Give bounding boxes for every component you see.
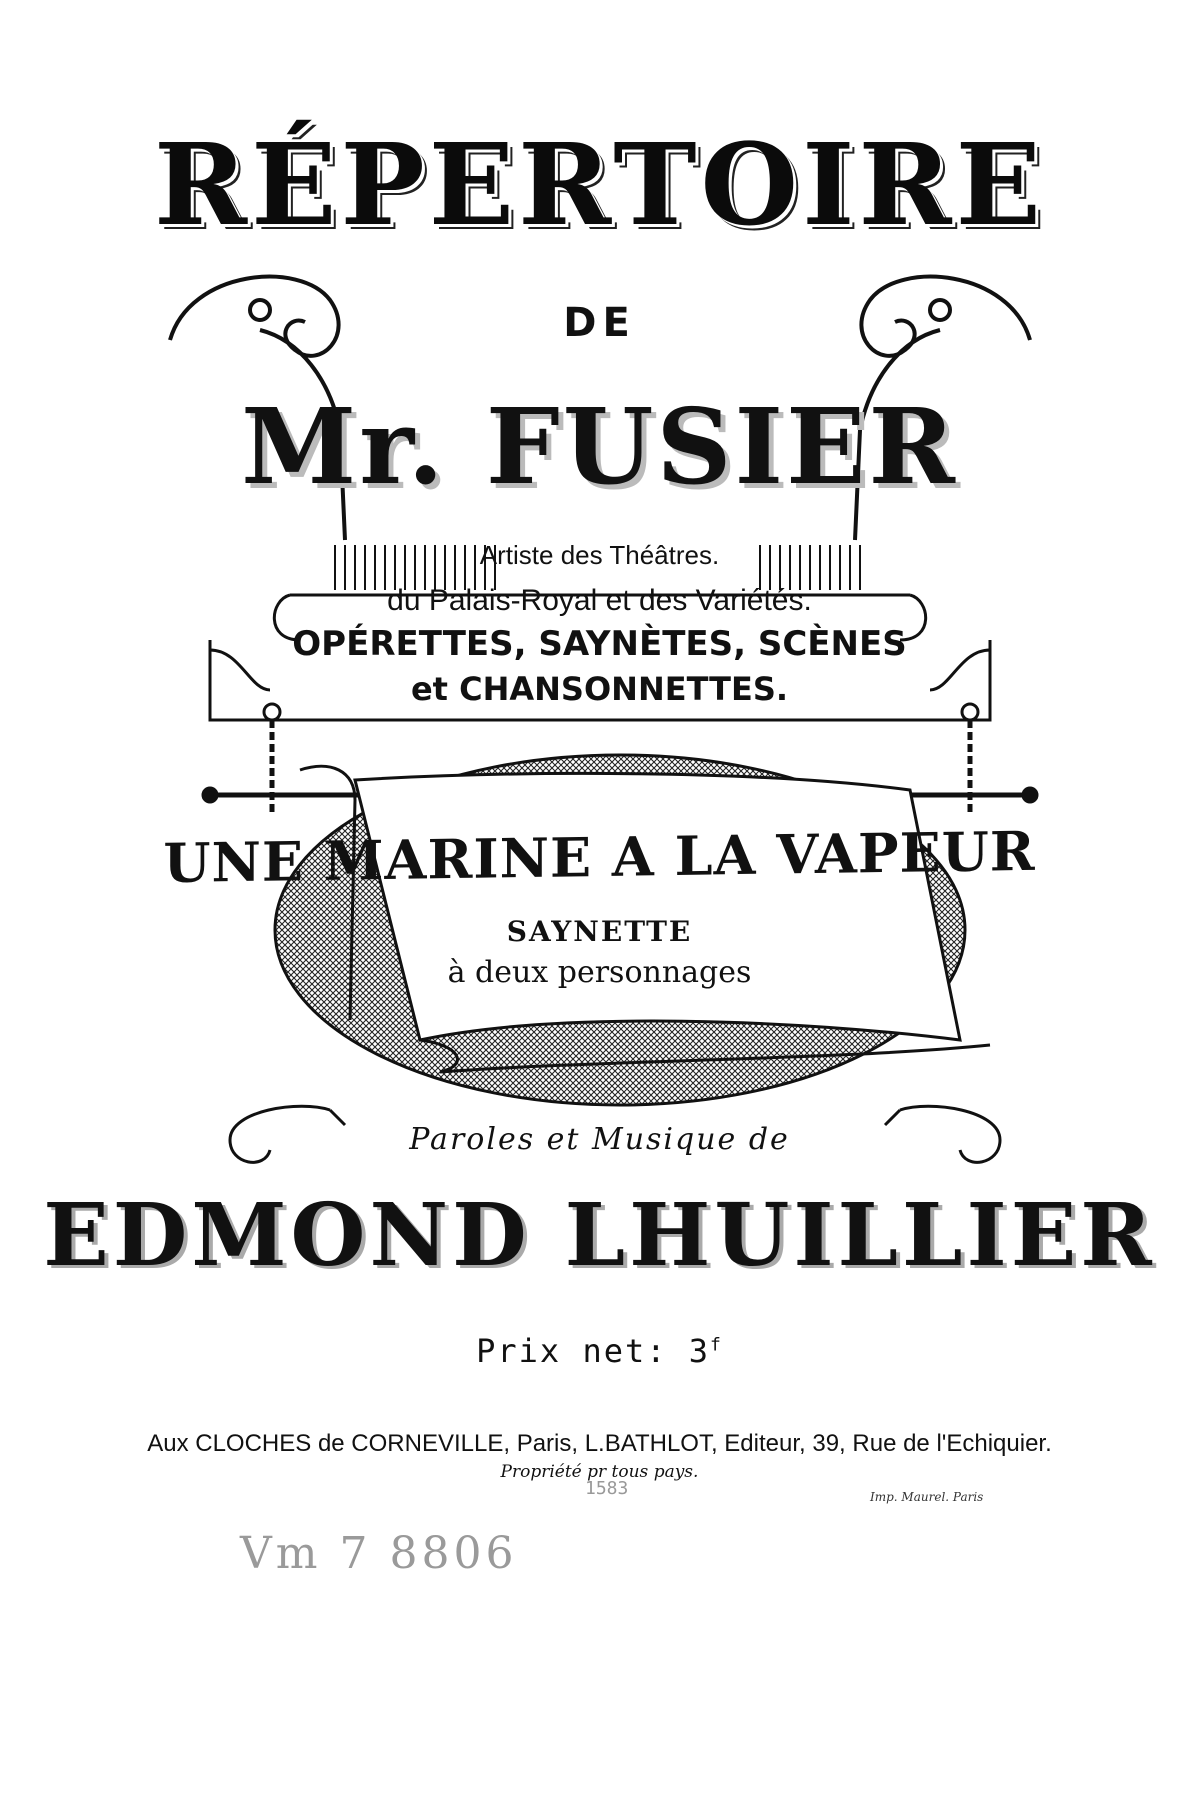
composer-name: EDMOND LHUILLIER — [43, 1185, 1156, 1286]
catalog-stamp: Vm 7 8806 — [240, 1528, 518, 1579]
price-value: Prix net: 3 — [476, 1332, 711, 1370]
repertoire-title: RÉPERTOIRE — [154, 120, 1045, 251]
subtitle-chansonnettes: et CHANSONNETTES. — [410, 670, 789, 708]
publisher-line: Aux CLOCHES de CORNEVILLE, Paris, L.BATHLOT, Editeur, 39, Rue de l'Echiquier. — [147, 1430, 1052, 1457]
work-genre: SAYNETTE — [506, 915, 693, 948]
subtitle-theatres: du Palais-Royal et des Variétés. — [387, 584, 812, 617]
price-unit: f — [710, 1334, 723, 1356]
rights-notice: Propriété pr tous pays. — [500, 1462, 699, 1482]
price-label — [0, 1332, 1199, 1370]
credits-line: Paroles et Musique de — [409, 1122, 790, 1157]
subtitle-artiste: Artiste des Théâtres. — [479, 540, 720, 570]
title-de: DE — [563, 300, 636, 346]
work-title: UNE MARINE A LA VAPEUR — [163, 818, 1036, 896]
printer-credit: Imp. Maurel. Paris — [870, 1490, 984, 1504]
work-cast: à deux personnages — [447, 955, 752, 990]
artist-name: Mr. FUSIER — [241, 385, 958, 508]
subtitle-genres: OPÉRETTES, SAYNÈTES, SCÈNES — [292, 624, 907, 664]
reference-number: 1583 — [585, 1478, 629, 1499]
